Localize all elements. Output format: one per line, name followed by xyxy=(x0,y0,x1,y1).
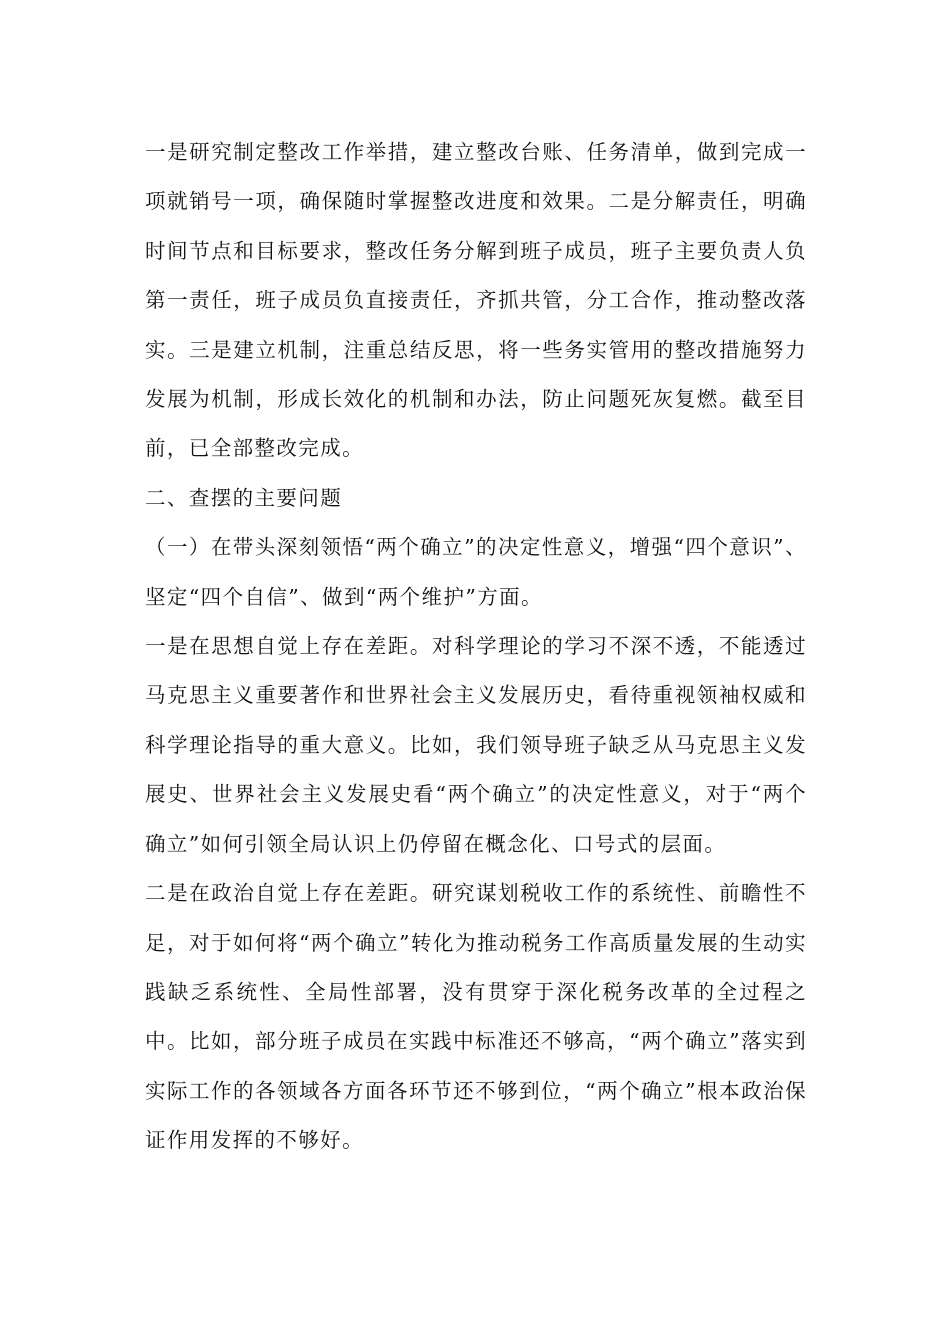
subsection-heading-two-establishments: （一）在带头深刻领悟“两个确立”的决定性意义，增强“四个意识”、坚定“四个自信”、做到“两个维护”方面。 xyxy=(145,535,807,609)
section-heading-main-problems: 二、查摆的主要问题 xyxy=(145,485,343,510)
document-body xyxy=(145,128,807,1166)
paragraph-rectification-measures: 一是研究制定整改工作举措，建立整改台账、任务清单，做到完成一项就销号一项，确保随时掌握整改进度和效果。二是分解责任，明确时间节点和目标要求，整改任务分解到班子成员，班子主要负责人负第一责任，班子成员负直接责任，齐抓共管，分工合作，推动整改落实。三是建立机制，注重总结反思，将一些务实管用的整改措施努力发展为机制，形成长效化的机制和办法，防止问题死灰复燃。截至目前，已全部整改完成。 xyxy=(145,140,807,461)
paragraph-political-gap: 二是在政治自觉上存在差距。研究谋划税收工作的系统性、前瞻性不足，对于如何将“两个确立”转化为推动税务工作高质量发展的生动实践缺乏系统性、全局性部署，没有贯穿于深化税务改革的全过程之中。比如，部分班子成员在实践中标准还不够高，“两个确立”落实到实际工作的各领域各方面各环节还不够到位，“两个确立”根本政治保证作用发挥的不够好。 xyxy=(145,881,807,1153)
paragraph-ideological-gap: 一是在思想自觉上存在差距。对科学理论的学习不深不透，不能透过马克思主义重要著作和世界社会主义发展历史，看待重视领袖权威和科学理论指导的重大意义。比如，我们领导班子缺乏从马克思主义发展史、世界社会主义发展史看“两个确立”的决定性意义，对于“两个确立”如何引领全局认识上仍停留在概念化、口号式的层面。 xyxy=(145,634,807,856)
